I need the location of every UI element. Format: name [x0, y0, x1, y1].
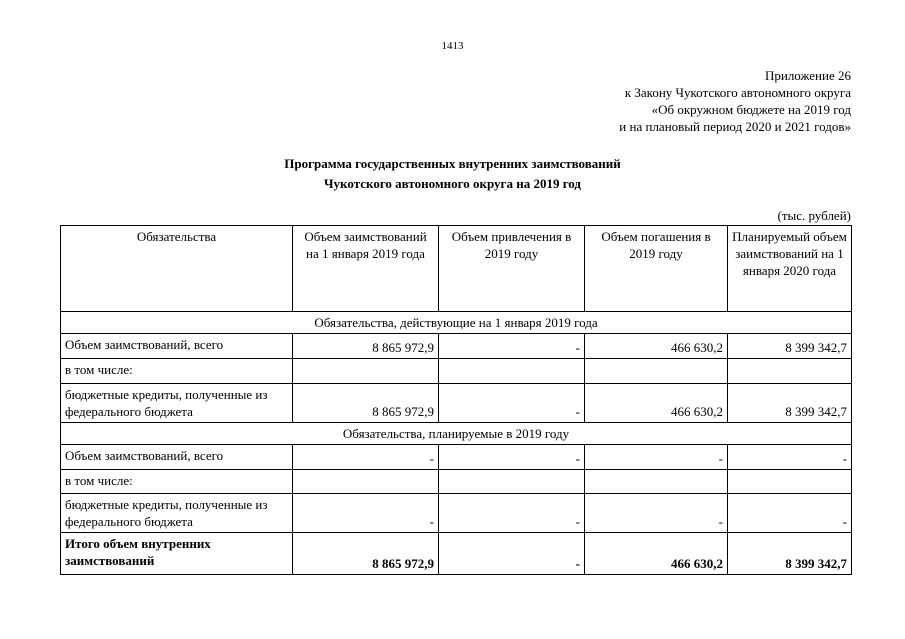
cell-repayment	[585, 359, 728, 384]
appendix-line-1: Приложение 26	[764, 68, 851, 83]
cell-attraction	[439, 359, 585, 384]
total-repayment: 466 630,2	[585, 533, 728, 575]
table-row	[61, 470, 852, 494]
borrowings-table	[60, 225, 852, 575]
cell-repayment: 466 630,2	[585, 384, 728, 423]
table-row	[61, 334, 852, 359]
units-label: (тыс. рублей)	[777, 208, 851, 223]
section-row	[61, 312, 852, 334]
appendix-line-3: «Об окружном бюджете на 2019 год	[651, 102, 851, 117]
appendix-line-4: и на плановый период 2020 и 2021 годов»	[619, 119, 851, 134]
cell-volume-start	[293, 470, 439, 494]
cell-repayment: -	[585, 494, 728, 533]
cell-volume-start: -	[293, 494, 439, 533]
cell-volume-end	[728, 359, 852, 384]
cell-repayment: -	[585, 445, 728, 470]
cell-volume-end: 8 399 342,7	[728, 384, 852, 423]
header-attraction: Объем привлечения в 2019 году	[439, 226, 585, 312]
cell-volume-start: -	[293, 445, 439, 470]
title-line-1: Программа государственных внутренних заимствований	[284, 156, 621, 171]
total-label: Итого объем внутренних заимствований	[61, 533, 293, 575]
row-label: Объем заимствований, всего	[61, 445, 293, 470]
cell-repayment	[585, 470, 728, 494]
header-volume-end: Планируемый объем заимствований на 1 января 2020 года	[728, 226, 852, 312]
table-row	[61, 494, 852, 533]
header-obligations: Обязательства	[61, 226, 293, 312]
cell-attraction: -	[439, 494, 585, 533]
table-row	[61, 445, 852, 470]
section-title: Обязательства, действующие на 1 января 2019 года	[61, 312, 852, 334]
row-label: Объем заимствований, всего	[61, 334, 293, 359]
cell-attraction: -	[439, 334, 585, 359]
table-row	[61, 384, 852, 423]
header-repayment: Объем погашения в 2019 году	[585, 226, 728, 312]
cell-volume-end	[728, 470, 852, 494]
total-row	[61, 533, 852, 575]
document-title	[0, 154, 905, 194]
cell-volume-end: -	[728, 494, 852, 533]
table-row	[61, 359, 852, 384]
cell-attraction	[439, 470, 585, 494]
section-title: Обязательства, планируемые в 2019 году	[61, 423, 852, 445]
row-label: в том числе:	[61, 359, 293, 384]
row-label: бюджетные кредиты, полученные из федерального бюджета	[61, 494, 293, 533]
cell-volume-start	[293, 359, 439, 384]
row-label: в том числе:	[61, 470, 293, 494]
section-row	[61, 423, 852, 445]
total-volume-start: 8 865 972,9	[293, 533, 439, 575]
appendix-reference	[619, 67, 851, 135]
title-line-2: Чукотского автономного округа на 2019 год	[324, 176, 581, 191]
page-number: 1413	[441, 40, 464, 52]
cell-volume-end: 8 399 342,7	[728, 334, 852, 359]
total-attraction: -	[439, 533, 585, 575]
cell-volume-end: -	[728, 445, 852, 470]
total-volume-end: 8 399 342,7	[728, 533, 852, 575]
cell-volume-start: 8 865 972,9	[293, 384, 439, 423]
row-label: бюджетные кредиты, полученные из федерального бюджета	[61, 384, 293, 423]
cell-attraction: -	[439, 384, 585, 423]
table-header-row	[61, 226, 852, 312]
cell-repayment: 466 630,2	[585, 334, 728, 359]
cell-attraction: -	[439, 445, 585, 470]
cell-volume-start: 8 865 972,9	[293, 334, 439, 359]
appendix-line-2: к Закону Чукотского автономного округа	[624, 85, 851, 100]
header-volume-start: Объем заимствований на 1 января 2019 года	[293, 226, 439, 312]
